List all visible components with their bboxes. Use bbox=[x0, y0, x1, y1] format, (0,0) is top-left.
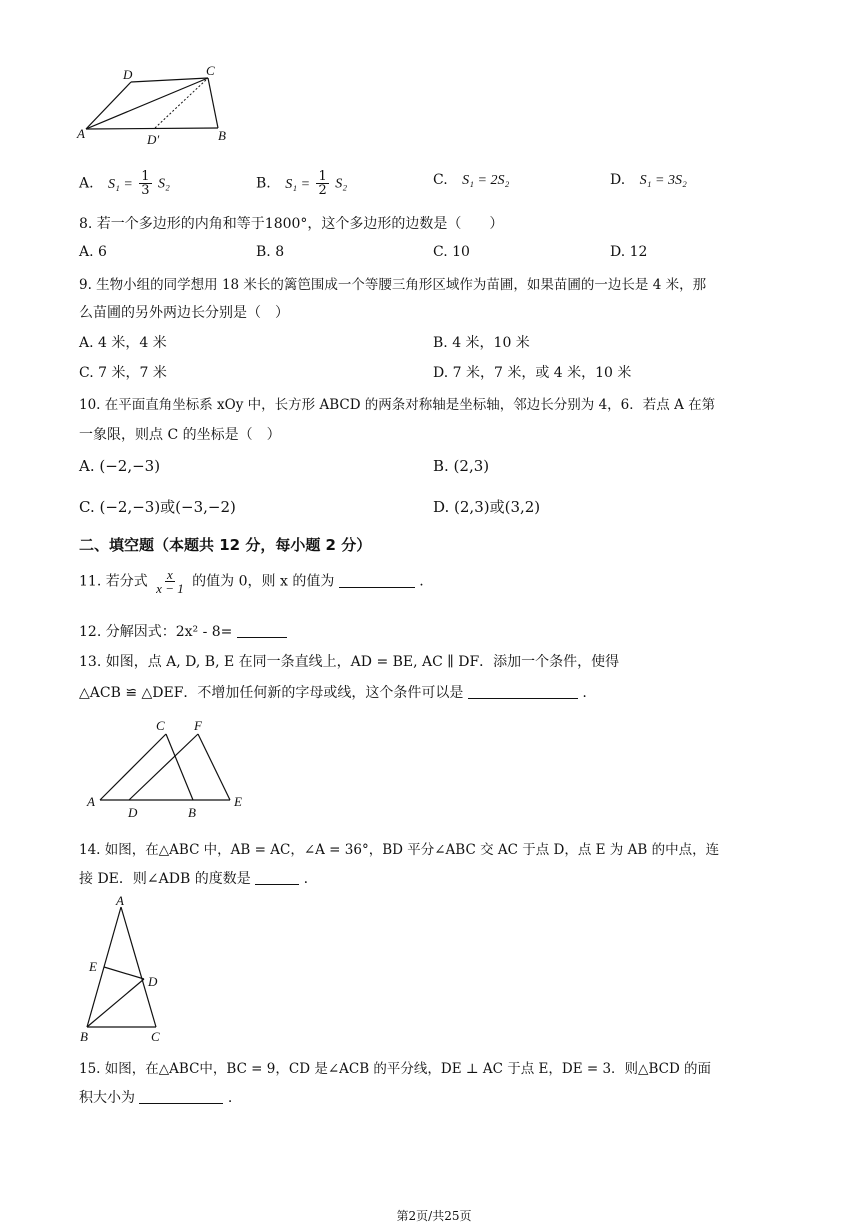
figure-q7-trapezoid bbox=[75, 62, 240, 152]
q15-end: . bbox=[227, 1090, 233, 1106]
q10-option-a: A. (−2,−3) bbox=[79, 457, 161, 475]
option-rhs: S₂ bbox=[158, 176, 170, 192]
label-A: A bbox=[116, 893, 124, 908]
label-B: B bbox=[188, 805, 196, 820]
figure-q14-triangle bbox=[78, 893, 178, 1045]
label-C: C bbox=[156, 718, 165, 733]
q11-end: . bbox=[419, 573, 424, 590]
label-F: F bbox=[194, 718, 202, 733]
q10-option-d: D. (2,3)或(3,2) bbox=[433, 498, 541, 516]
q7-option-c bbox=[433, 172, 509, 189]
q14-stem-line2 bbox=[79, 868, 308, 888]
page-number: 第2页/共25页 bbox=[396, 1209, 472, 1223]
q13-stem-line1: 13. 如图，点 A, D, B, E 在同一条直线上，AD = BE, AC ∥ DF．添加一个条件，使得 bbox=[79, 654, 620, 670]
q11-answer-blank[interactable] bbox=[339, 573, 415, 588]
option-letter: D. bbox=[610, 172, 626, 188]
q9-option-b: B. 4 米，10 米 bbox=[433, 335, 530, 351]
q7-option-d bbox=[610, 172, 687, 189]
q8-option-b: B. 8 bbox=[256, 244, 285, 260]
label-Dprime: D′ bbox=[147, 132, 160, 147]
q10-option-c: C. (−2,−3)或(−3,−2) bbox=[79, 498, 236, 516]
q14-answer-blank[interactable] bbox=[255, 870, 299, 885]
q13-line2-text: △ACB ≌ △DEF．不增加任何新的字母或线，这个条件可以是 bbox=[79, 685, 464, 701]
label-B: B bbox=[80, 1029, 88, 1044]
q7-option-b bbox=[256, 170, 347, 197]
figure-q13-triangles bbox=[84, 717, 259, 822]
option-letter: C. bbox=[433, 172, 448, 188]
fraction: $\frac{1}{3}$ bbox=[141, 169, 150, 198]
q9-stem-line2: 么苗圃的另外两边长分别是（ ） bbox=[79, 305, 289, 321]
q11-pre: 11. 若分式 bbox=[79, 573, 148, 590]
label-D: D bbox=[123, 67, 133, 82]
option-expr: S₁ = 3S₂ bbox=[639, 173, 687, 188]
q10-stem-line1: 10. 在平面直角坐标系 xOy 中，长方形 ABCD 的两条对称轴是坐标轴，邻边长分别为 4，6．若点 A 在第 bbox=[79, 397, 716, 413]
q8-option-c: C. 10 bbox=[433, 244, 470, 260]
q10-stem-line2: 一象限，则点 C 的坐标是（ ） bbox=[79, 427, 281, 443]
label-D: D bbox=[128, 805, 138, 820]
q9-stem-line1: 9. 生物小组的同学想用 18 米长的篱笆围成一个等腰三角形区域作为苗圃，如果苗圃的一边长是 4 米，那 bbox=[79, 277, 707, 293]
section-title: 二、填空题（本题共 12 分，每小题 2 分） bbox=[79, 536, 372, 554]
label-C: C bbox=[206, 63, 215, 78]
q9-option-c: C. 7 米，7 米 bbox=[79, 365, 167, 381]
q15-stem-line1: 15. 如图，在△ABC中，BC = 9，CD 是∠ACB 的平分线，DE ⊥ AC 于点 E，DE = 3．则△BCD 的面 bbox=[79, 1061, 712, 1077]
q12-answer-blank[interactable] bbox=[237, 623, 287, 638]
q15-answer-blank[interactable] bbox=[139, 1089, 223, 1104]
q7-option-a bbox=[79, 170, 170, 197]
label-E: E bbox=[89, 959, 97, 974]
label-C: C bbox=[151, 1029, 160, 1044]
q12-text: 12. 分解因式：2x² - 8= bbox=[79, 624, 233, 640]
q11-stem bbox=[79, 568, 424, 595]
option-expr: S₁ = 2S₂ bbox=[462, 173, 510, 188]
option-letter: A. bbox=[79, 175, 94, 192]
q9-option-d: D. 7 米，7 米，或 4 米，10 米 bbox=[433, 365, 632, 381]
label-D: D bbox=[148, 974, 158, 989]
label-B: B bbox=[218, 128, 226, 143]
fraction: $\frac{1}{2}$ bbox=[318, 169, 327, 198]
q13-stem-line2 bbox=[79, 682, 587, 702]
q12-stem bbox=[79, 621, 287, 641]
label-A: A bbox=[77, 126, 85, 141]
q13-answer-blank[interactable] bbox=[468, 684, 578, 699]
q8-option-a: A. 6 bbox=[79, 244, 107, 260]
q8-option-d: D. 12 bbox=[610, 244, 648, 260]
q9-option-a: A. 4 米，4 米 bbox=[79, 335, 167, 351]
label-A: A bbox=[87, 794, 95, 809]
option-letter: B. bbox=[256, 175, 271, 192]
option-rhs: S₂ bbox=[335, 176, 348, 192]
option-lhs: S₁ = bbox=[108, 176, 133, 192]
q15-stem-line2 bbox=[79, 1087, 232, 1107]
option-lhs: S₁ = bbox=[285, 176, 311, 192]
q8-stem: 8. 若一个多边形的内角和等于1800°，这个多边形的边数是（ ） bbox=[79, 216, 504, 232]
q11-fraction: $\frac{x}{x - 1}$ bbox=[156, 567, 184, 596]
q14-line2-text: 接 DE．则∠ADB 的度数是 bbox=[79, 871, 251, 887]
q10-option-b: B. (2,3) bbox=[433, 457, 490, 475]
q11-post: 的值为 0，则 x 的值为 bbox=[192, 573, 335, 590]
q14-stem-line1: 14. 如图，在△ABC 中，AB = AC，∠A = 36°，BD 平分∠ABC 交 AC 于点 D，点 E 为 AB 的中点，连 bbox=[79, 842, 720, 858]
q14-end: . bbox=[303, 871, 309, 887]
label-E: E bbox=[234, 794, 242, 809]
q13-end: . bbox=[582, 685, 587, 701]
q15-line2-text: 积大小为 bbox=[79, 1090, 135, 1106]
